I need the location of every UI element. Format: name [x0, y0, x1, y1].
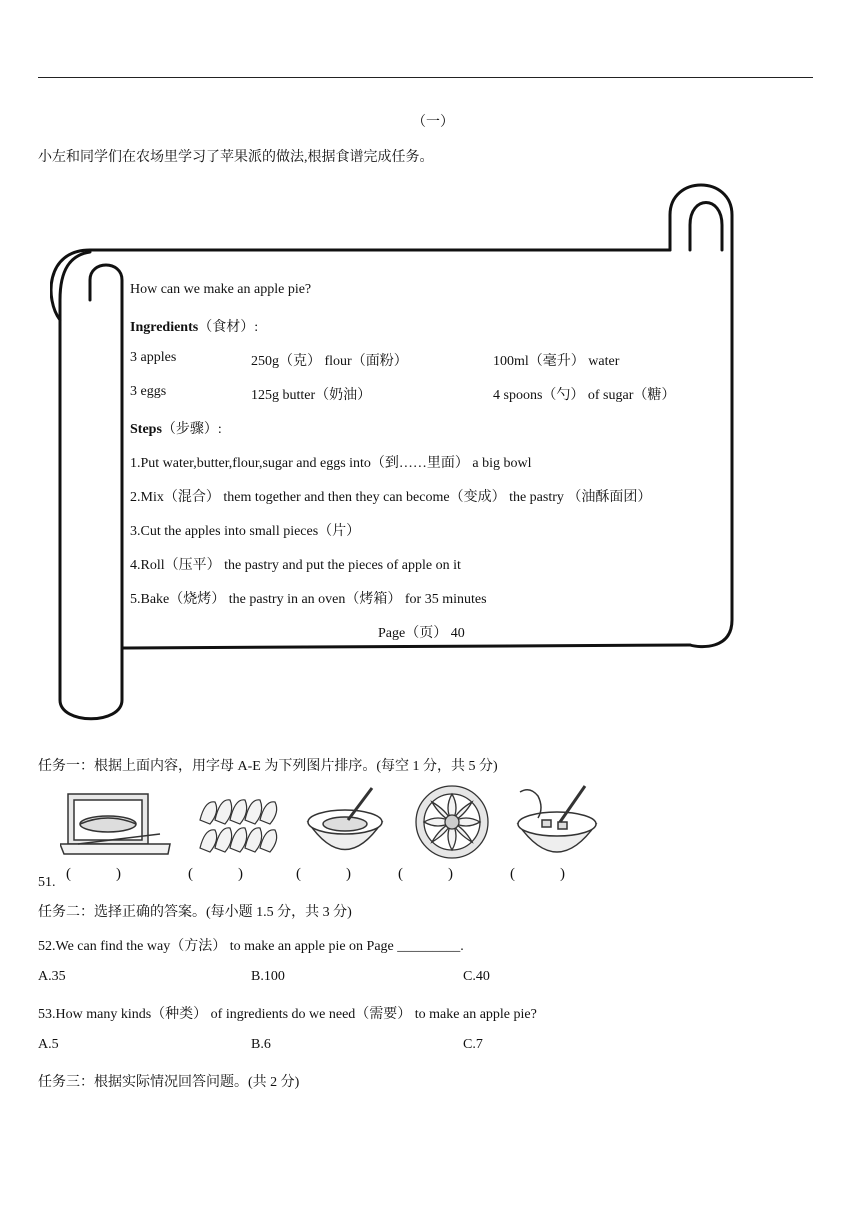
step-item: 1.Put water,butter,flour,sugar and eggs into（到……里面） a big bowl	[130, 456, 532, 471]
task2-title: 任务二：选择正确的答案。(每小题 1.5 分，共 3 分)	[38, 905, 352, 920]
question-53: 53.How many kinds（种类） of ingredients do we need（需要） to make an apple pie?	[38, 1007, 537, 1022]
step-item: 3.Cut the apples into small pieces（片）	[130, 524, 361, 539]
recipe-page: Page（页） 40	[378, 626, 465, 641]
intro-text: 小左和同学们在农场里学习了苹果派的做法,根据食谱完成任务。	[38, 150, 434, 165]
task3-title: 任务三：根据实际情况回答问题。(共 2 分)	[38, 1075, 300, 1090]
ingredient-cell: 3 apples	[130, 350, 177, 365]
apple-pie-icon	[416, 786, 488, 858]
steps-heading	[130, 418, 222, 438]
step-item: 2.Mix（混合） them together and then they can become（变成） the pastry （油酥面团）	[130, 490, 652, 505]
ingredients-label: Ingredients	[130, 320, 199, 335]
option-a[interactable]: A.35	[38, 969, 66, 984]
bowl-mixing-icon	[518, 786, 596, 852]
ingredients-row	[130, 384, 720, 404]
ingredients-heading	[130, 316, 258, 336]
ingredients-row	[130, 350, 720, 370]
ingredient-cell: 4 spoons（勺） of sugar（糖）	[493, 388, 676, 403]
ingredient-cell: 125g butter（奶油）	[251, 388, 372, 403]
ingredient-cell: 3 eggs	[130, 384, 167, 399]
ingredient-cell: 100ml（毫升） water	[493, 354, 620, 369]
ingredients-suffix: （食材）:	[198, 320, 259, 335]
answer-blank[interactable]: ( )	[398, 866, 453, 882]
pastry-pieces-icon	[200, 800, 277, 852]
option-b[interactable]: B.6	[251, 1037, 271, 1052]
question-number-51: 51.	[38, 875, 56, 890]
oven-icon	[60, 794, 170, 854]
option-c[interactable]: C.40	[463, 969, 490, 984]
task1-title: 任务一：根据上面内容，用字母 A-E 为下列图片排序。(每空 1 分，共 5 分)	[38, 759, 498, 774]
step-item: 5.Bake（烧烤） the pastry in an oven（烤箱） for 35 minutes	[130, 592, 487, 607]
answer-blank[interactable]: ( )	[66, 866, 121, 882]
sequence-pictures	[60, 782, 605, 862]
section-number: （一）	[412, 115, 454, 130]
recipe-question: How can we make an apple pie?	[130, 282, 312, 297]
bowl-flour-icon	[308, 788, 382, 850]
steps-label: Steps	[130, 422, 162, 437]
answer-blank[interactable]: ( )	[510, 866, 565, 882]
header-rule	[38, 77, 813, 78]
ingredient-cell: 250g（克） flour（面粉）	[251, 354, 408, 369]
steps-suffix: （步骤）:	[161, 422, 222, 437]
answer-blank[interactable]: ( )	[296, 866, 351, 882]
option-c[interactable]: C.7	[463, 1037, 483, 1052]
option-a[interactable]: A.5	[38, 1037, 59, 1052]
option-b[interactable]: B.100	[251, 969, 285, 984]
step-item: 4.Roll（压平） the pastry and put the pieces of apple on it	[130, 558, 461, 573]
question-52: 52.We can find the way（方法） to make an apple pie on Page _________.	[38, 939, 464, 954]
answer-blank[interactable]: ( )	[188, 866, 243, 882]
